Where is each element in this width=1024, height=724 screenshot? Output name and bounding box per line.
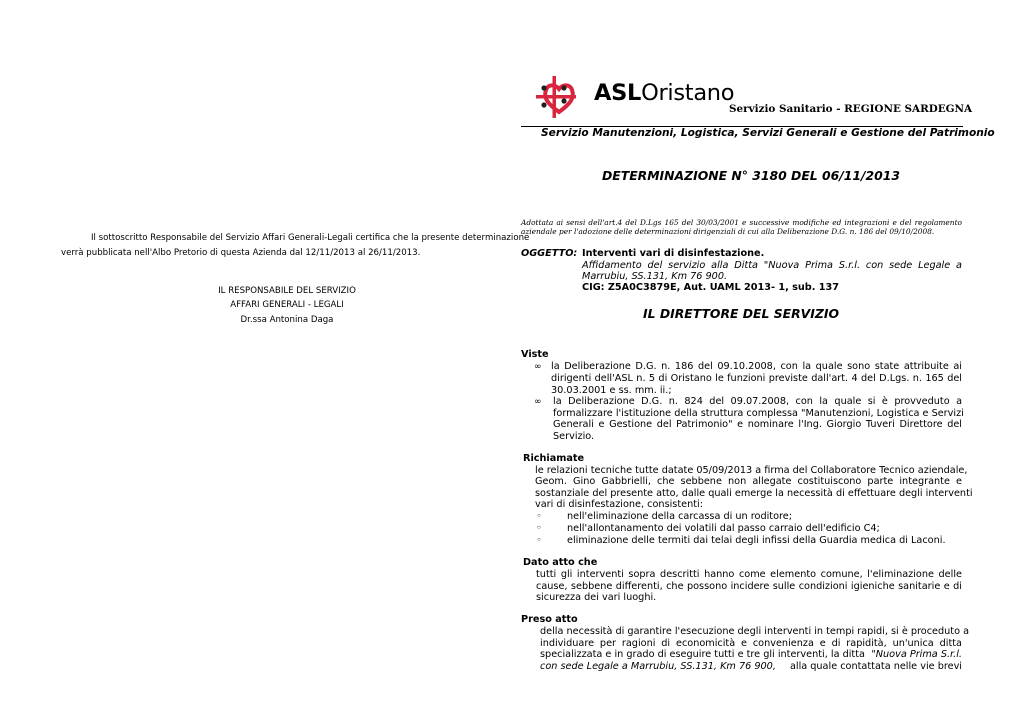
- director-title: IL DIRETTORE DEL SERVIZIO: [643, 306, 839, 321]
- preso-atto-line-2: individuare per ragioni di economicità e convenienza e di rapidità, un'unica ditta: [540, 638, 962, 649]
- dato-atto-line-1: tutti gli interventi sopra descritti hanno come elemento comune, l'eliminazione delle: [536, 569, 962, 580]
- legal-basis-line-2: aziendale per l'adozione delle determinazioni dirigenziali di cui alla Deliberazione D.G. n. 186 del 09/10/2008.: [521, 227, 935, 236]
- responsible-office: AFFARI GENERALI - LEGALI: [230, 300, 344, 310]
- richiamate-item-1: nell'eliminazione della carcassa di un roditore;: [567, 511, 793, 522]
- richiamate-line-2: Geom. Gino Gabbrielli, che sebbene non allegate costituiscono parte integrante e: [535, 476, 962, 487]
- preso-atto-line-4: [540, 661, 962, 673]
- certificate-line-2: verrà pubblicata nell'Albo Pretorio di questa Azienda dal 12/11/2013 al 26/11/2013.: [61, 248, 421, 258]
- preso-atto-line-3: [540, 649, 962, 661]
- viste-item-2-line-3: Generali e Gestione del Patrimonio" e nominare l'Ing. Giorgio Tuveri Direttore del: [553, 419, 962, 430]
- certificate-line-1: Il sottoscritto Responsabile del Servizio Affari Generali-Legali certifica che la presente determinazione: [91, 233, 530, 243]
- richiamate-heading: Richiamate: [523, 453, 585, 464]
- viste-item-1-line-3: 30.03.2001 e ss. mm. ii.;: [551, 385, 672, 396]
- richiamate-item-3: eliminazione delle termiti dai telai degli infissi della Guardia medica di Laconi.: [567, 535, 946, 546]
- viste-item-1-line-2: dirigenti dell'ASL n. 5 di Oristano le funzioni previste dall'art. 4 del D.Lgs. n. 165 del: [551, 373, 962, 384]
- richiamate-line-1: le relazioni tecniche tutte datate 05/09/2013 a firma del Collaboratore Tecnico aziendale,: [535, 465, 968, 476]
- legal-basis-line-1: Adottata ai sensi dell'art.4 del D.Lgs 165 del 30/03/2001 e successive modifiche ed integrazioni e del regolamento: [521, 218, 962, 227]
- object-line-3: Marrubiu, SS.131, Km 76 900.: [582, 271, 728, 282]
- viste-bullet-2: ∞: [534, 397, 542, 407]
- dato-atto-line-3: sicurezza dei vari luoghi.: [536, 592, 657, 603]
- determination-title: DETERMINAZIONE N° 3180 DEL 06/11/2013: [602, 168, 901, 183]
- viste-item-2-line-1: la Deliberazione D.G. n. 824 del 09.07.2008, con la quale si è provveduto a: [553, 396, 962, 407]
- viste-heading: Viste: [521, 349, 549, 360]
- asl-logo-icon: [534, 74, 586, 120]
- richiamate-bullet-1: ◦: [536, 511, 542, 522]
- viste-item-2-line-4: Servizio.: [553, 431, 595, 442]
- logo-wordmark: [594, 80, 734, 106]
- responsible-name: Dr.ssa Antonina Daga: [240, 315, 334, 325]
- logo-wordmark-rest: Oristano: [641, 80, 735, 106]
- object-label: OGGETTO:: [521, 248, 578, 259]
- richiamate-bullet-2: ◦: [536, 523, 542, 534]
- dato-atto-line-2: cause, sebbene differenti, che possono incidere sulle condizioni igieniche sanitarie e di: [536, 581, 962, 592]
- richiamate-item-2: nell'allontanamento dei volatili dal passo carraio dell'edificio C4;: [567, 523, 880, 534]
- object-cig-line: CIG: Z5A0C3879E, Aut. UAML 2013- 1, sub. 137: [582, 282, 840, 293]
- viste-bullet-1: ∞: [534, 362, 542, 372]
- preso-atto-line-4-address: con sede Legale a Marrubiu, SS.131, Km 76 900,: [540, 661, 776, 672]
- richiamate-line-3: sostanziale del presente atto, dalle quali emerge la necessità di effettuare degli interventi: [535, 488, 973, 499]
- object-line-2: Affidamento del servizio alla Ditta "Nuova Prima S.r.l. con sede Legale a: [582, 260, 962, 271]
- richiamate-bullet-3: ◦: [536, 535, 542, 546]
- richiamate-line-4: vari di disinfestazione, consistenti:: [535, 499, 704, 510]
- preso-atto-line-3-text: specializzata e in grado di eseguire tutti e tre gli interventi, la ditta: [540, 649, 865, 660]
- dato-atto-heading: Dato atto che: [523, 557, 598, 568]
- object-line-1: Interventi vari di disinfestazione.: [582, 248, 765, 259]
- preso-atto-line-1: della necessità di garantire l'esecuzione degli interventi in tempi rapidi, si è proceduto a: [540, 626, 970, 637]
- preso-atto-heading: Preso atto: [521, 614, 578, 625]
- division-title: Servizio Manutenzioni, Logistica, Servizi Generali e Gestione del Patrimonio: [541, 127, 995, 139]
- preso-atto-line-3-company: "Nuova Prima S.r.l.: [871, 649, 962, 660]
- logo-wordmark-bold: ASL: [594, 80, 642, 106]
- viste-item-2-line-2: formalizzare l'istituzione della struttura complessa "Manutenzioni, Logistica e Servizi: [553, 408, 964, 419]
- preso-atto-line-4-text: alla quale contattata nelle vie brevi: [789, 661, 962, 672]
- viste-item-1-line-1: la Deliberazione D.G. n. 186 del 09.10.2008, con la quale sono state attribuite ai: [551, 361, 962, 372]
- header-subtitle: Servizio Sanitario - REGIONE SARDEGNA: [729, 103, 973, 115]
- responsible-title: IL RESPONSABILE DEL SERVIZIO: [218, 286, 356, 296]
